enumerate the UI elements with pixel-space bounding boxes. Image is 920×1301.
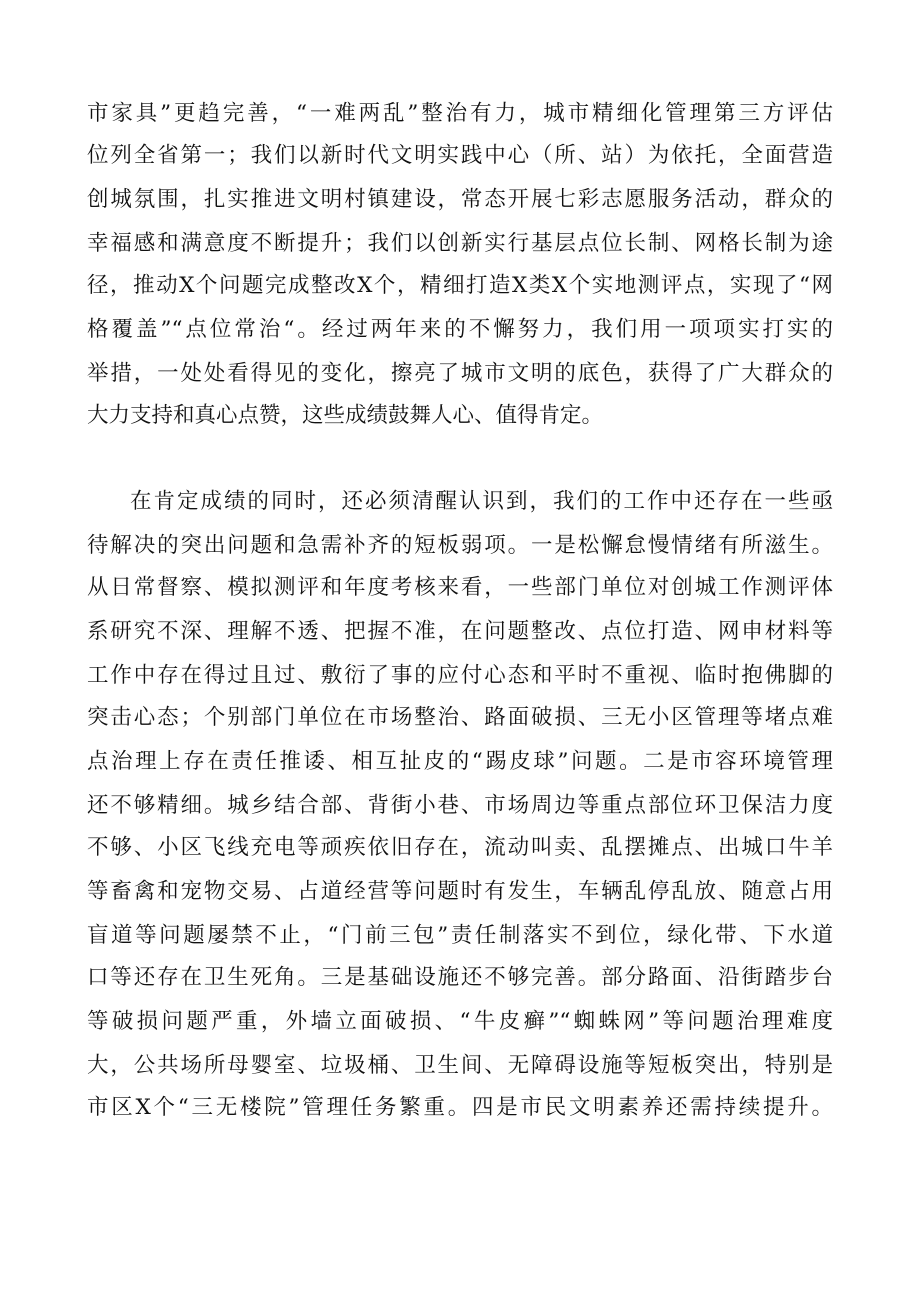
text-line: 市区X个“三无楼院”管理任务繁重。四是市民文明素养还需持续提升。 <box>87 1095 833 1120</box>
text-line: 举措，一处处看得见的变化，擦亮了城市文明的底色，获得了广大群众的 <box>87 361 833 386</box>
text-line: 盲道等问题屡禁不止，“门前三包”责任制落实不到位，绿化带、下水道 <box>87 923 833 948</box>
text-line: 格覆盖”“点位常治“。经过两年来的不懈努力，我们用一项项实打实的 <box>87 317 833 342</box>
text-line: 位列全省第一；我们以新时代文明实践中心（所、站）为依托，全面营造 <box>87 143 833 168</box>
text-line: 不够、小区飞线充电等顽疾依旧存在，流动叫卖、乱摆摊点、出城口牛羊 <box>87 835 833 860</box>
text-line: 点治理上存在责任推诿、相互扯皮的“踢皮球”问题。二是市容环境管理 <box>87 749 833 774</box>
text-line: 幸福感和满意度不断提升；我们以创新实行基层点位长制、网格长制为途 <box>87 231 833 256</box>
text-line: 等破损问题严重，外墙立面破损、“牛皮癣”“蜘蛛网”等问题治理难度 <box>87 1009 833 1034</box>
text-line: 系研究不深、理解不透、把握不准，在问题整改、点位打造、网申材料等 <box>87 619 833 644</box>
text-line: 突击心态；个别部门单位在市场整治、路面破损、三无小区管理等堵点难 <box>87 705 833 730</box>
text-line: 市家具”更趋完善，“一难两乱”整治有力，城市精细化管理第三方评估 <box>87 101 833 126</box>
text-line: 从日常督察、模拟测评和年度考核来看，一些部门单位对创城工作测评体 <box>87 575 833 600</box>
text-line: 工作中存在得过且过、敷衍了事的应付心态和平时不重视、临时抱佛脚的 <box>87 663 833 688</box>
text-line: 还不够精细。城乡结合部、背街小巷、市场周边等重点部位环卫保洁力度 <box>87 793 833 818</box>
text-line: 大，公共场所母婴室、垃圾桶、卫生间、无障碍设施等短板突出，特别是 <box>87 1053 833 1078</box>
text-line: 口等还存在卫生死角。三是基础设施还不够完善。部分路面、沿街踏步台 <box>87 965 833 990</box>
text-line: 等畜禽和宠物交易、占道经营等问题时有发生，车辆乱停乱放、随意占用 <box>87 879 833 904</box>
text-line: 大力支持和真心点赞，这些成绩鼓舞人心、值得肯定。 <box>87 403 604 428</box>
text-line: 待解决的突出问题和急需补齐的短板弱项。一是松懈怠慢情绪有所滋生。 <box>87 533 833 558</box>
text-line: 创城氛围，扎实推进文明村镇建设，常态开展七彩志愿服务活动，群众的 <box>87 187 833 212</box>
text-line: 径，推动X个问题完成整改X个，精细打造X类X个实地测评点，实现了“网 <box>87 273 833 298</box>
text-line: 在肯定成绩的同时，还必须清醒认识到，我们的工作中还存在一些亟 <box>130 489 833 514</box>
